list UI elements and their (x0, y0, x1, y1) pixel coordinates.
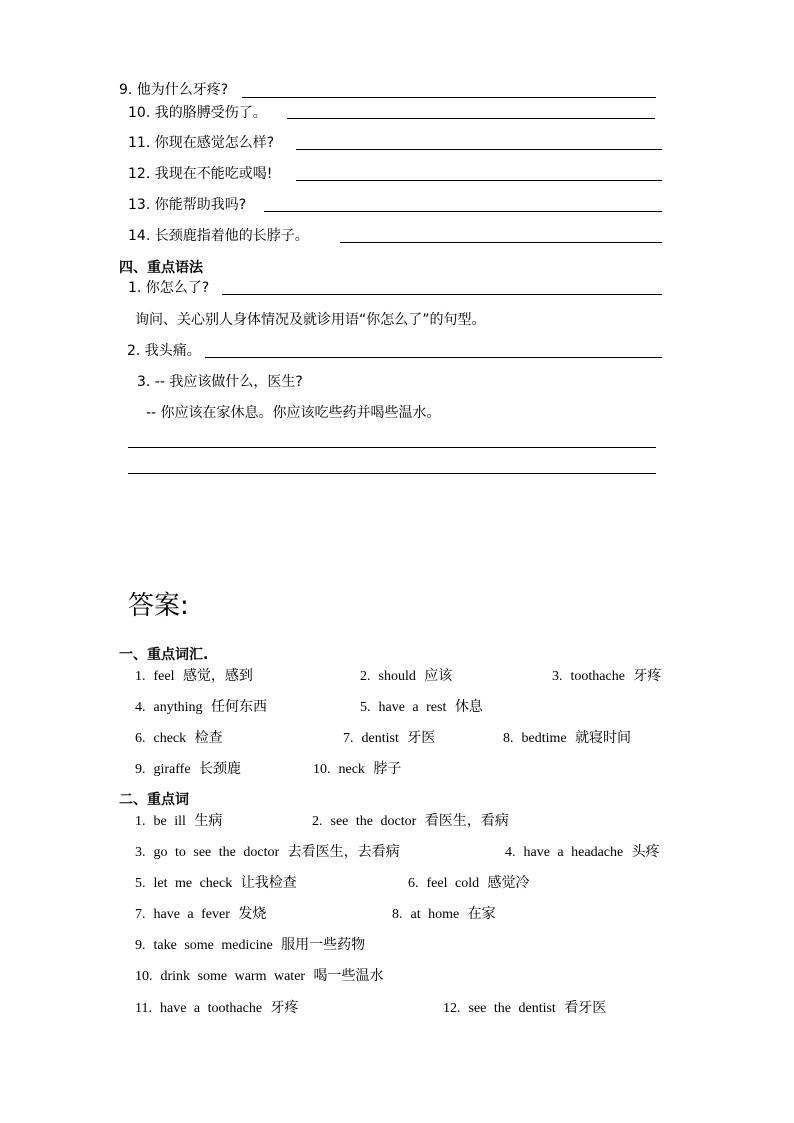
grammar-q3-line-2[interactable] (128, 473, 656, 474)
question-10: 10. 我的胳膊受伤了。 (128, 105, 267, 121)
grammar-q2: 2. 我头痛。 (127, 343, 201, 359)
vocab-item-5: 5. have a rest 休息 (360, 699, 483, 715)
grammar-q3-question: 3. -- 我应该做什么，医生? (137, 374, 303, 390)
phrase-item-7: 7. have a fever 发烧 (135, 906, 267, 922)
answer-line-11[interactable] (296, 149, 662, 150)
grammar-q1-line[interactable] (222, 294, 662, 295)
vocab-item-2: 2. should 应该 (360, 668, 453, 684)
question-13: 13. 你能帮助我吗? (128, 197, 247, 213)
vocab-item-1: 1. feel 感觉，感到 (135, 668, 253, 684)
section2-heading: 二、重点词 (119, 792, 189, 808)
phrase-item-6: 6. feel cold 感觉冷 (408, 875, 530, 891)
question-14: 14. 长颈鹿指着他的长脖子。 (128, 228, 309, 244)
question-11: 11. 你现在感觉怎么样? (128, 135, 275, 151)
grammar-q2-line[interactable] (205, 357, 662, 358)
vocab-item-8: 8. bedtime 就寝时间 (503, 730, 632, 746)
section1-heading: 一、重点词汇. (119, 647, 209, 663)
answer-line-14[interactable] (340, 242, 662, 243)
phrase-item-1: 1. be ill 生病 (135, 813, 223, 829)
grammar-q1: 1. 你怎么了? (128, 280, 210, 296)
question-12: 12. 我现在不能吃或喝! (128, 166, 273, 182)
answers-title: 答案: (128, 591, 189, 621)
vocab-item-3: 3. toothache 牙疼 (552, 668, 662, 684)
vocab-item-10: 10. neck 脖子 (313, 761, 402, 777)
phrase-item-12: 12. see the dentist 看牙医 (443, 1000, 607, 1016)
grammar-note: 询问、关心别人身体情况及就诊用语“你怎么了”的句型。 (135, 312, 486, 328)
vocab-item-7: 7. dentist 牙医 (343, 730, 436, 746)
answer-line-10[interactable] (287, 118, 655, 119)
grammar-heading: 四、重点语法 (119, 260, 203, 276)
phrase-item-11: 11. have a toothache 牙疼 (135, 1000, 299, 1016)
phrase-item-5: 5. let me check 让我检查 (135, 875, 297, 891)
phrase-item-3: 3. go to see the doctor 去看医生，去看病 (135, 844, 400, 860)
phrase-item-9: 9. take some medicine 服用一些药物 (135, 937, 366, 953)
answer-line-12[interactable] (296, 180, 662, 181)
answer-line-9[interactable] (242, 97, 656, 98)
answer-line-13[interactable] (264, 211, 662, 212)
phrase-item-8: 8. at home 在家 (392, 906, 496, 922)
phrase-item-10: 10. drink some warm water 喝一些温水 (135, 968, 384, 984)
vocab-item-4: 4. anything 任何东西 (135, 699, 267, 715)
phrase-item-4: 4. have a headache 头疼 (505, 844, 660, 860)
grammar-q3-line-1[interactable] (128, 447, 656, 448)
grammar-q3-answer: -- 你应该在家休息。你应该吃些药并喝些温水。 (146, 405, 441, 421)
vocab-item-9: 9. giraffe 长颈鹿 (135, 761, 242, 777)
phrase-item-2: 2. see the doctor 看医生，看病 (312, 813, 509, 829)
vocab-item-6: 6. check 检查 (135, 730, 223, 746)
question-9: 9. 他为什么牙疼? (119, 82, 229, 98)
